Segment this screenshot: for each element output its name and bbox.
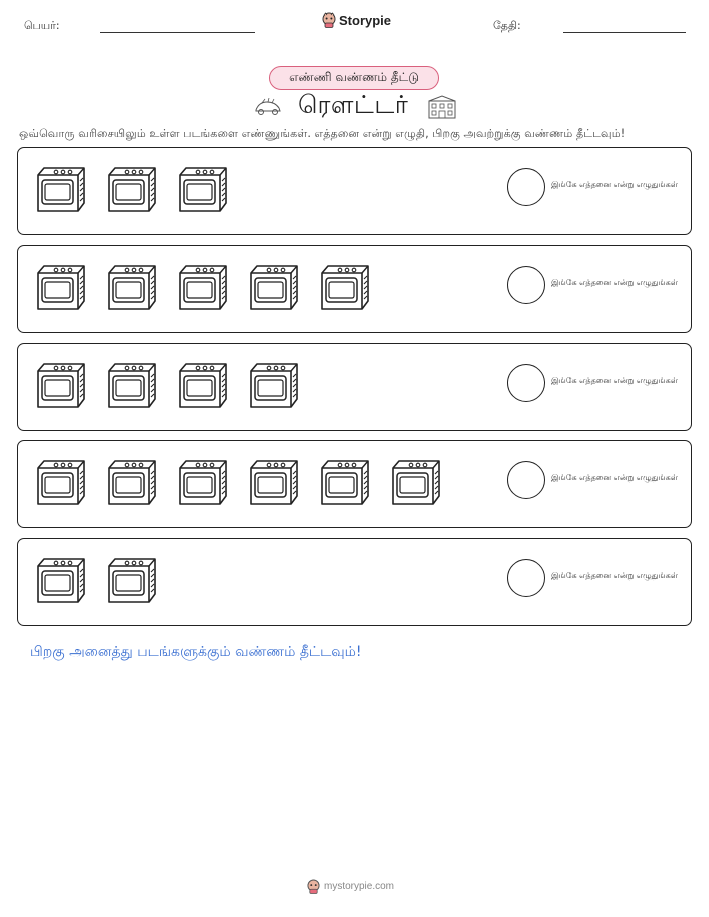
name-label: பெயர்: <box>24 19 60 32</box>
oven-icon <box>172 165 232 215</box>
name-write-line <box>100 32 255 33</box>
oven-icon <box>101 556 161 606</box>
brand-name: Storypie <box>339 12 392 28</box>
oven-icon <box>30 165 90 215</box>
title-row <box>0 90 709 124</box>
oven-icon <box>30 556 90 606</box>
oven-icon <box>243 458 303 508</box>
counting-row <box>17 245 692 333</box>
date-label: தேதி: <box>493 19 521 32</box>
oven-icon <box>243 361 303 411</box>
oven-icon <box>385 458 445 508</box>
activity-badge <box>269 66 439 90</box>
site-url: mystorypie.com <box>324 881 395 892</box>
answer-prompt-label: இங்கே எத்தனை என்று எழுதுங்கள் <box>551 571 678 580</box>
answer-circle[interactable] <box>507 168 545 206</box>
answer-circle[interactable] <box>507 461 545 499</box>
date-write-line <box>563 32 686 33</box>
answer-prompt-label: இங்கே எத்தனை என்று எழுதுங்கள் <box>551 180 678 189</box>
worksheet-header <box>0 0 709 50</box>
oven-icon <box>314 458 374 508</box>
counting-row <box>17 440 692 528</box>
vehicle-doodle-icon <box>253 98 283 116</box>
storypie-mascot-icon <box>322 12 336 28</box>
answer-prompt-label: இங்கே எத்தனை என்று எழுதுங்கள் <box>551 278 678 287</box>
oven-icon <box>30 263 90 313</box>
answer-circle[interactable] <box>507 364 545 402</box>
oven-icon <box>172 458 232 508</box>
oven-icon <box>101 165 161 215</box>
answer-circle[interactable] <box>507 266 545 304</box>
oven-icon <box>30 361 90 411</box>
site-footer <box>307 879 394 894</box>
oven-icon <box>172 263 232 313</box>
storypie-mascot-icon <box>307 879 320 894</box>
counting-row <box>17 147 692 235</box>
answer-circle[interactable] <box>507 559 545 597</box>
oven-icon <box>101 361 161 411</box>
answer-prompt-label: இங்கே எத்தனை என்று எழுதுங்கள் <box>551 473 678 482</box>
oven-icon <box>314 263 374 313</box>
oven-icon <box>243 263 303 313</box>
page-title: ரெளட்டர் <box>298 90 409 119</box>
brand-logo <box>322 12 391 28</box>
counting-row <box>17 343 692 431</box>
activity-badge-text: எண்ணி வண்ணம் தீட்டு <box>289 70 419 84</box>
oven-icon <box>30 458 90 508</box>
answer-prompt-label: இங்கே எத்தனை என்று எழுதுங்கள் <box>551 376 678 385</box>
footer-message: பிறகு அனைத்து படங்களுக்கும் வண்ணம் தீட்டவும்! <box>30 644 362 660</box>
instruction-text: ஒவ்வொரு வரிசையிலும் உள்ள படங்களை எண்ணுங்கள். எத்தனை என்று எழுதி, பிறகு அவற்றுக்கு வண்ணம் தீட்டவும்! <box>19 127 626 140</box>
counting-row <box>17 538 692 626</box>
oven-icon <box>101 458 161 508</box>
building-doodle-icon <box>427 95 457 119</box>
oven-icon <box>101 263 161 313</box>
oven-icon <box>172 361 232 411</box>
